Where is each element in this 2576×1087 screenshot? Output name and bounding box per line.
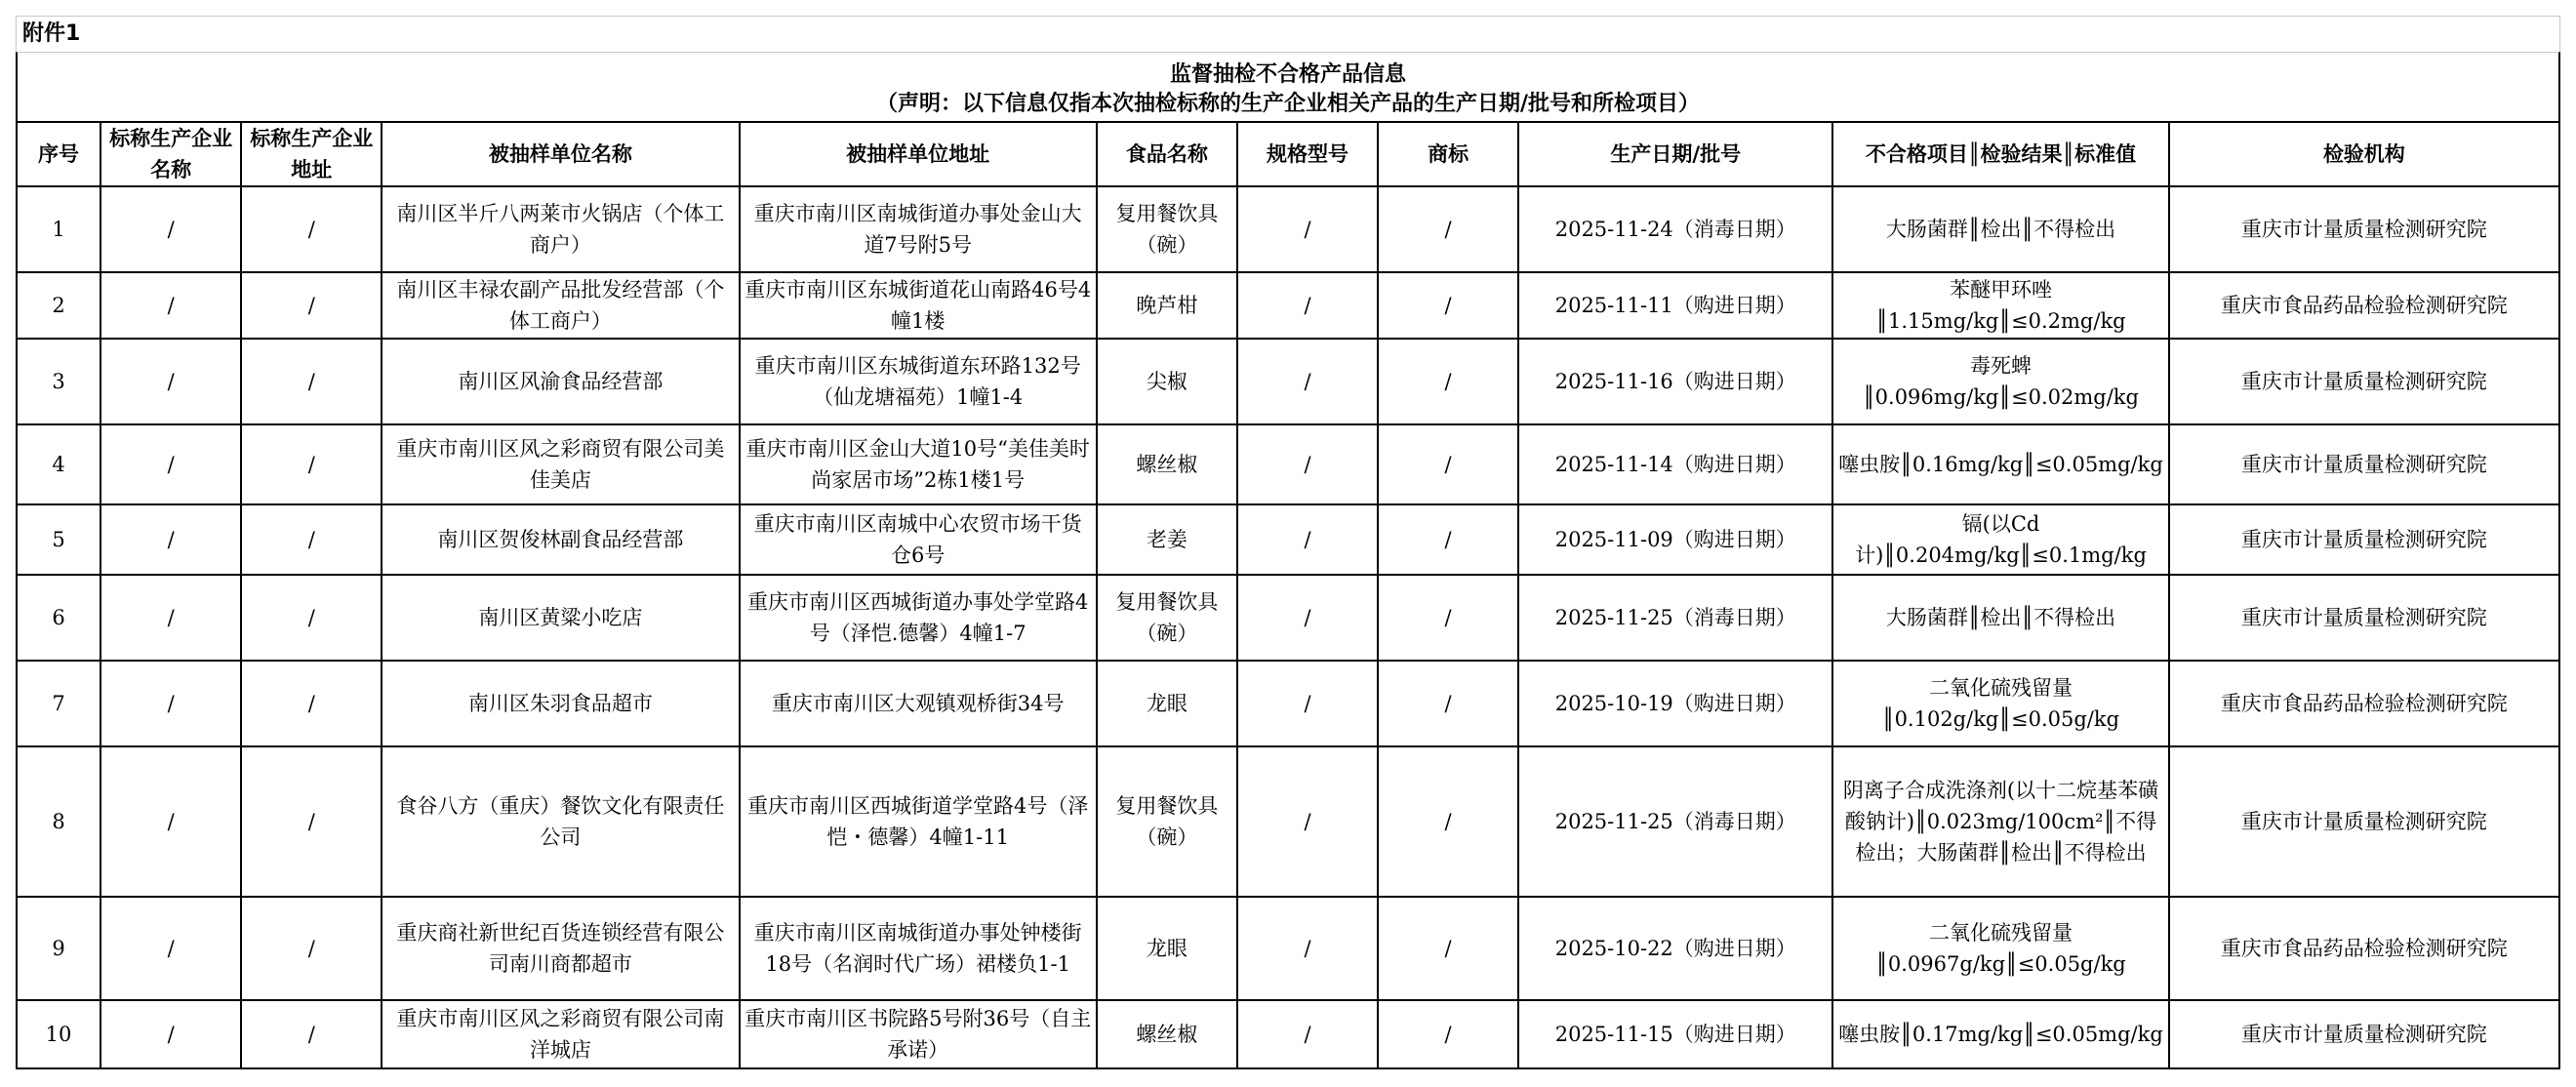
cell-manufacturer-name: / [101,661,241,746]
cell-sampled-unit-address: 重庆市南川区东城街道东环路132号（仙龙塘福苑）1幢1-4 [740,339,1097,424]
cell-sampled-unit-name: 南川区风渝食品经营部 [382,339,739,424]
cell-serial-no: 1 [17,186,101,272]
cell-manufacturer-address: / [241,575,382,661]
cell-sampled-unit-name: 南川区朱羽食品超市 [382,661,739,746]
header-food-name: 食品名称 [1097,122,1237,186]
cell-serial-no: 8 [17,746,101,897]
cell-food-name: 老姜 [1097,504,1237,575]
cell-production-date: 2025-11-24（消毒日期） [1518,186,1832,272]
page-subtitle: （声明：以下信息仅指本次抽检标称的生产企业相关产品的生产日期/批号和所检项目） [875,92,1701,116]
cell-trademark: / [1378,186,1518,272]
cell-manufacturer-address: / [241,272,382,339]
cell-manufacturer-address: / [241,661,382,746]
cell-trademark: / [1378,897,1518,1000]
cell-failed-item-result: 二氧化硫残留量║0.102g/kg║≤0.05g/kg [1832,661,2168,746]
cell-production-date: 2025-10-22（购进日期） [1518,897,1832,1000]
header-specification: 规格型号 [1237,122,1378,186]
cell-manufacturer-name: / [101,186,241,272]
cell-production-date: 2025-11-25（消毒日期） [1518,575,1832,661]
cell-trademark: / [1378,504,1518,575]
cell-inspection-agency: 重庆市食品药品检验检测研究院 [2169,661,2559,746]
cell-sampled-unit-address: 重庆市南川区南城中心农贸市场干货仓6号 [740,504,1097,575]
cell-production-date: 2025-10-19（购进日期） [1518,661,1832,746]
cell-serial-no: 10 [17,1000,101,1068]
cell-manufacturer-address: / [241,746,382,897]
cell-failed-item-result: 噻虫胺║0.17mg/kg║≤0.05mg/kg [1832,1000,2168,1068]
table-header-row [17,122,2559,186]
cell-manufacturer-address: / [241,186,382,272]
table-row [17,339,2559,424]
cell-production-date: 2025-11-11（购进日期） [1518,272,1832,339]
cell-production-date: 2025-11-15（购进日期） [1518,1000,1832,1068]
cell-serial-no: 4 [17,424,101,504]
header-trademark: 商标 [1378,122,1518,186]
cell-manufacturer-name: / [101,746,241,897]
cell-manufacturer-name: / [101,1000,241,1068]
cell-failed-item-result: 二氧化硫残留量║0.0967g/kg║≤0.05g/kg [1832,897,2168,1000]
cell-trademark: / [1378,424,1518,504]
cell-manufacturer-address: / [241,424,382,504]
cell-manufacturer-address: / [241,1000,382,1068]
cell-inspection-agency: 重庆市食品药品检验检测研究院 [2169,897,2559,1000]
cell-inspection-agency: 重庆市计量质量检测研究院 [2169,186,2559,272]
cell-sampled-unit-name: 重庆市南川区风之彩商贸有限公司南洋城店 [382,1000,739,1068]
cell-manufacturer-address: / [241,897,382,1000]
cell-failed-item-result: 镉(以Cd计)║0.204mg/kg║≤0.1mg/kg [1832,504,2168,575]
cell-trademark: / [1378,272,1518,339]
title-block [16,52,2560,121]
cell-manufacturer-name: / [101,504,241,575]
cell-sampled-unit-name: 南川区贺俊林副食品经营部 [382,504,739,575]
cell-failed-item-result: 阴离子合成洗涤剂(以十二烷基苯磺酸钠计)║0.023mg/100cm²║不得检出；大肠菌群║检出║不得检出 [1832,746,2168,897]
cell-inspection-agency: 重庆市计量质量检测研究院 [2169,424,2559,504]
cell-serial-no: 9 [17,897,101,1000]
cell-specification: / [1237,1000,1378,1068]
cell-sampled-unit-address: 重庆市南川区书院路5号附36号（自主承诺） [740,1000,1097,1068]
cell-trademark: / [1378,1000,1518,1068]
cell-production-date: 2025-11-14（购进日期） [1518,424,1832,504]
cell-specification: / [1237,186,1378,272]
attachment-label: 附件1 [16,16,2560,52]
cell-food-name: 复用餐饮具（碗） [1097,575,1237,661]
cell-specification: / [1237,575,1378,661]
cell-trademark: / [1378,661,1518,746]
cell-serial-no: 2 [17,272,101,339]
cell-inspection-agency: 重庆市计量质量检测研究院 [2169,746,2559,897]
cell-sampled-unit-name: 南川区黄粱小吃店 [382,575,739,661]
table-row [17,897,2559,1000]
cell-specification: / [1237,746,1378,897]
cell-sampled-unit-name: 食谷八方（重庆）餐饮文化有限责任公司 [382,746,739,897]
cell-sampled-unit-address: 重庆市南川区西城街道学堂路4号（泽恺・德馨）4幢1-11 [740,746,1097,897]
header-manufacturer-name: 标称生产企业名称 [101,122,241,186]
cell-sampled-unit-name: 南川区丰禄农副产品批发经营部（个体工商户） [382,272,739,339]
cell-food-name: 螺丝椒 [1097,424,1237,504]
cell-specification: / [1237,272,1378,339]
page-title: 监督抽检不合格产品信息 [1169,62,1406,87]
cell-manufacturer-name: / [101,272,241,339]
cell-sampled-unit-address: 重庆市南川区东城街道花山南路46号4幢1楼 [740,272,1097,339]
cell-manufacturer-name: / [101,424,241,504]
cell-serial-no: 3 [17,339,101,424]
table-row [17,661,2559,746]
cell-inspection-agency: 重庆市计量质量检测研究院 [2169,575,2559,661]
results-table [16,121,2560,1069]
cell-food-name: 螺丝椒 [1097,1000,1237,1068]
cell-trademark: / [1378,339,1518,424]
cell-production-date: 2025-11-09（购进日期） [1518,504,1832,575]
header-manufacturer-address: 标称生产企业地址 [241,122,382,186]
cell-sampled-unit-name: 重庆商社新世纪百货连锁经营有限公司南川商都超市 [382,897,739,1000]
cell-sampled-unit-address: 重庆市南川区南城街道办事处金山大道7号附5号 [740,186,1097,272]
table-row [17,504,2559,575]
table-row [17,272,2559,339]
cell-inspection-agency: 重庆市食品药品检验检测研究院 [2169,272,2559,339]
table-row [17,1000,2559,1068]
cell-trademark: / [1378,575,1518,661]
cell-sampled-unit-address: 重庆市南川区西城街道办事处学堂路4号（泽恺.德馨）4幢1-7 [740,575,1097,661]
cell-inspection-agency: 重庆市计量质量检测研究院 [2169,504,2559,575]
header-failed-item-result: 不合格项目║检验结果║标准值 [1832,122,2168,186]
cell-manufacturer-address: / [241,339,382,424]
cell-trademark: / [1378,746,1518,897]
cell-food-name: 晚芦柑 [1097,272,1237,339]
table-row [17,575,2559,661]
cell-production-date: 2025-11-25（消毒日期） [1518,746,1832,897]
cell-inspection-agency: 重庆市计量质量检测研究院 [2169,1000,2559,1068]
cell-specification: / [1237,661,1378,746]
cell-specification: / [1237,504,1378,575]
cell-food-name: 复用餐饮具（碗） [1097,746,1237,897]
cell-failed-item-result: 大肠菌群║检出║不得检出 [1832,575,2168,661]
table-row [17,746,2559,897]
cell-food-name: 龙眼 [1097,897,1237,1000]
header-production-date: 生产日期/批号 [1518,122,1832,186]
table-row [17,424,2559,504]
cell-food-name: 尖椒 [1097,339,1237,424]
header-sampled-unit-address: 被抽样单位地址 [740,122,1097,186]
cell-serial-no: 5 [17,504,101,575]
cell-specification: / [1237,897,1378,1000]
cell-manufacturer-name: / [101,897,241,1000]
cell-failed-item-result: 苯醚甲环唑║1.15mg/kg║≤0.2mg/kg [1832,272,2168,339]
header-serial-no: 序号 [17,122,101,186]
cell-serial-no: 7 [17,661,101,746]
cell-manufacturer-address: / [241,504,382,575]
cell-serial-no: 6 [17,575,101,661]
table-row [17,186,2559,272]
cell-sampled-unit-address: 重庆市南川区南城街道办事处钟楼街18号（名润时代广场）裙楼负1-1 [740,897,1097,1000]
spreadsheet-sheet [16,16,2560,1069]
cell-food-name: 复用餐饮具（碗） [1097,186,1237,272]
header-inspection-agency: 检验机构 [2169,122,2559,186]
cell-sampled-unit-name: 重庆市南川区风之彩商贸有限公司美佳美店 [382,424,739,504]
header-sampled-unit-name: 被抽样单位名称 [382,122,739,186]
cell-production-date: 2025-11-16（购进日期） [1518,339,1832,424]
cell-sampled-unit-address: 重庆市南川区大观镇观桥街34号 [740,661,1097,746]
cell-failed-item-result: 噻虫胺║0.16mg/kg║≤0.05mg/kg [1832,424,2168,504]
cell-specification: / [1237,424,1378,504]
cell-failed-item-result: 毒死蜱║0.096mg/kg║≤0.02mg/kg [1832,339,2168,424]
cell-failed-item-result: 大肠菌群║检出║不得检出 [1832,186,2168,272]
cell-food-name: 龙眼 [1097,661,1237,746]
cell-sampled-unit-address: 重庆市南川区金山大道10号“美佳美时尚家居市场”2栋1楼1号 [740,424,1097,504]
cell-inspection-agency: 重庆市计量质量检测研究院 [2169,339,2559,424]
cell-manufacturer-name: / [101,339,241,424]
cell-specification: / [1237,339,1378,424]
cell-manufacturer-name: / [101,575,241,661]
cell-sampled-unit-name: 南川区半斤八两莱市火锅店（个体工商户） [382,186,739,272]
